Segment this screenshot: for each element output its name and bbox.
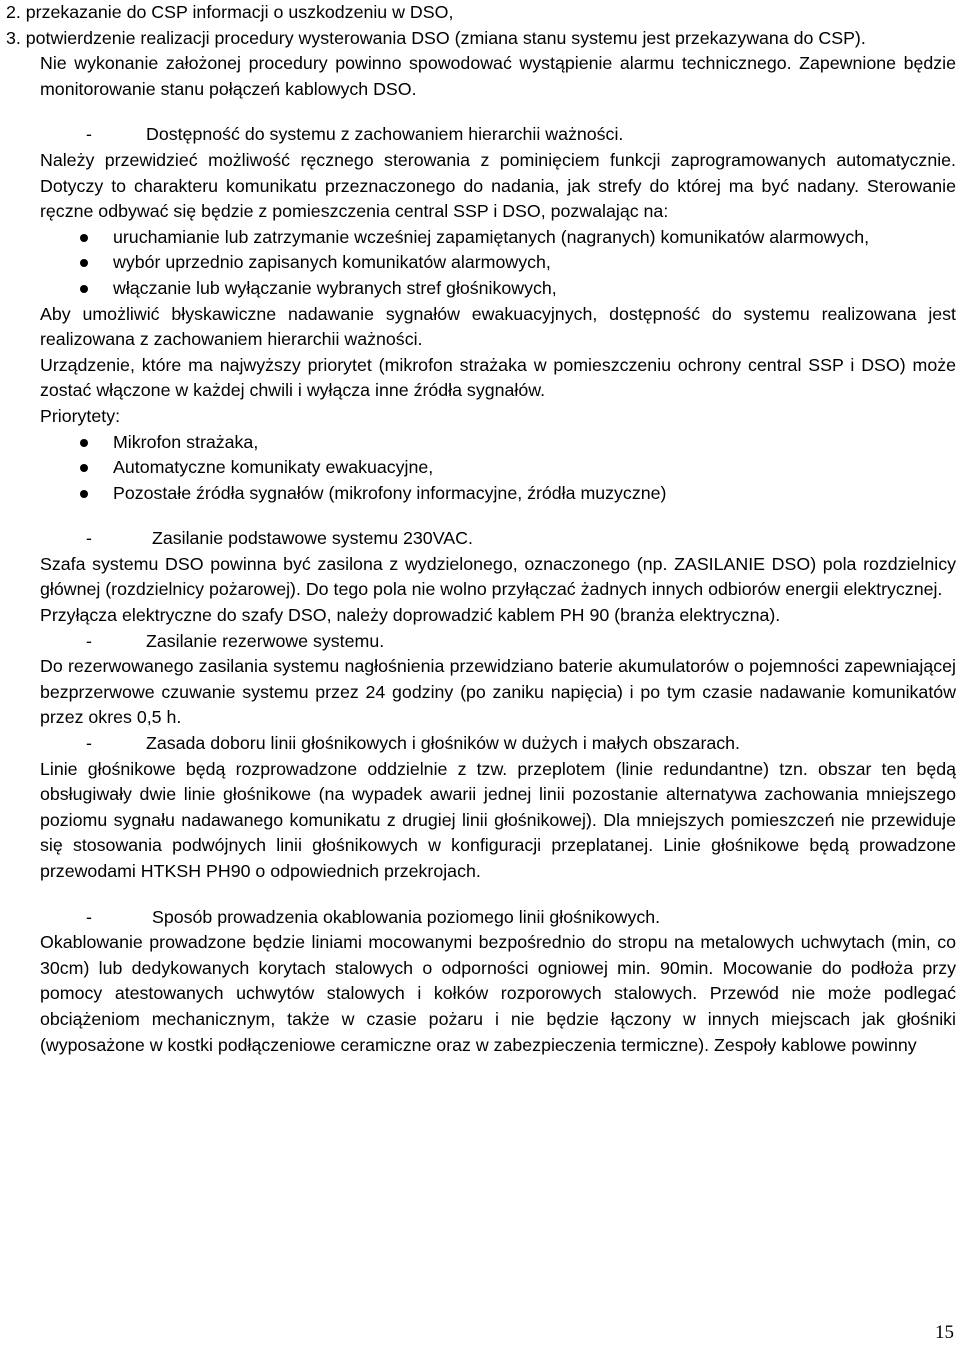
bullet-dot-icon xyxy=(6,276,113,302)
bullet-text: wybór uprzednio zapisanych komunikatów alarmowych, xyxy=(113,252,551,273)
list-item-2: 2. przekazanie do CSP informacji o uszkodzeniu w DSO, xyxy=(6,2,454,22)
bullet-dot-icon xyxy=(6,430,113,456)
paragraph-connections: Przyłącza elektryczne do szafy DSO, należy doprowadzić kablem PH 90 (branża elektryczna). xyxy=(40,605,781,626)
section-heading-primary-power xyxy=(6,526,956,552)
paragraph-evacuation: Aby umożliwić błyskawiczne nadawanie sygnałów ewakuacyjnych, dostępność do systemu realizowana jest realizowana z zachowaniem hierarchii ważności. xyxy=(40,303,956,350)
paragraph-monitoring: Nie wykonanie założonej procedury powinno spowodować wystąpienie alarmu technicznego. Zapewnione będzie monitorowanie stanu połączeń kablowych DSO. xyxy=(40,53,956,99)
bullet-item xyxy=(6,250,956,276)
section-heading-speaker-lines xyxy=(6,731,956,757)
bullet-text: Automatyczne komunikaty ewakuacyjne, xyxy=(113,457,434,478)
section-heading-access xyxy=(6,122,956,148)
paragraph-cabinet-power: Szafa systemu DSO powinna być zasilona z wydzielonego, oznaczonego (np. ZASILANIE DSO) pola rozdzielnicy głównej (rozdzielnicy pożarowej). Do tego pola nie wolno przyłączać żadnych innych odbiorów energii elektrycznej. xyxy=(40,553,956,600)
section-heading-backup-power xyxy=(6,629,956,655)
paragraph-redundant-lines: Linie głośnikowe będą rozprowadzone oddzielnie z tzw. przeplotem (linie redundantne) tzn. obszar ten będą obsługiwały dwie linie głośnikowe (na wypadek awarii jednej linii pozostanie alternatywa zachowania mniejszego poziomu sygnału nadawanego komunikatu z drugiej linii głośnikowej). Dla mniejszych pomieszczeń nie przewiduje się stosowania podwójnych linii głośnikowych w konfiguracji przeplatanej. Linie głośnikowe będą prowadzone przewodami HTKSH PH90 o odpowiednich przekrojach. xyxy=(40,758,956,881)
heading-text: Zasilanie podstawowe systemu 230VAC. xyxy=(152,528,473,549)
bullet-text: Pozostałe źródła sygnałów (mikrofony informacyjne, źródła muzyczne) xyxy=(113,482,667,503)
bullet-item xyxy=(6,430,956,456)
bullet-text: włączanie lub wyłączanie wybranych stref głośnikowych, xyxy=(113,277,557,298)
section-heading-cabling xyxy=(6,905,956,931)
spacer xyxy=(6,102,956,122)
heading-text: Zasada doboru linii głośnikowych i głośników w dużych i małych obszarach. xyxy=(146,733,740,754)
bullet-item xyxy=(6,481,956,507)
bullet-text: uruchamianie lub zatrzymanie wcześniej zapamiętanych (nagranych) komunikatów alarmowych, xyxy=(113,226,870,247)
spacer xyxy=(6,506,956,526)
bullet-dot-icon xyxy=(6,225,113,251)
paragraph-priorities-label: Priorytety: xyxy=(40,405,121,426)
bullet-item xyxy=(6,276,956,302)
paragraph-batteries: Do rezerwowanego zasilania systemu nagłośnienia przewidziano baterie akumulatorów o pojemności zapewniającej bezprzerwowe czuwanie systemu przez 24 godziny (po zaniku napięcia) i po tym czasie nadawanie komunikatów przez okres 0,5 h. xyxy=(40,656,956,728)
page-number: 15 xyxy=(935,1322,954,1343)
bullet-dot-icon xyxy=(6,481,113,507)
bullet-dot-icon xyxy=(6,250,113,276)
spacer xyxy=(6,885,956,905)
bullet-dot-icon xyxy=(6,455,113,481)
paragraph-cabling: Okablowanie prowadzone będzie liniami mocowanymi bezpośrednio do stropu na metalowych uchwytach (min, co 30cm) lub dedykowanych korytach stalowych o odporności ogniowej min. 90min. Mocowanie do podłoża przy pomocy atestowanych uchwytów stalowych i kołków rozporowych stalowych. Przewód nie może podlegać obciążeniom mechanicznym, także w czasie pożaru i nie będzie łączony w innych miejscach jak głośniki (wyposażone w kostki podłączeniowe ceramiczne oraz w zabezpieczenia termiczne). Zespoły kablowe powinny xyxy=(40,932,956,1055)
dash-marker: - xyxy=(86,124,92,145)
dash-marker: - xyxy=(86,906,92,927)
list-item-3: 3. potwierdzenie realizacji procedury wysterowania DSO (zmiana stanu systemu jest przekazywana do CSP). xyxy=(6,27,866,48)
dash-marker: - xyxy=(86,630,92,651)
paragraph-manual-control: Należy przewidzieć możliwość ręcznego sterowania z pominięciem funkcji zaprogramowanych automatycznie. Dotyczy to charakteru komunikatu przeznaczonego do nadania, jak strefy do której ma być nadany. Sterowanie ręczne odbywać się będzie z pomieszczenia central SSP i DSO, pozwalając na: xyxy=(40,149,956,222)
document-page xyxy=(6,0,956,1058)
heading-text: Sposób prowadzenia okablowania poziomego linii głośnikowych. xyxy=(152,906,661,927)
dash-marker: - xyxy=(86,528,92,549)
bullet-item xyxy=(6,455,956,481)
heading-text: Dostępność do systemu z zachowaniem hierarchii ważności. xyxy=(146,124,624,145)
bullet-item xyxy=(6,225,956,251)
dash-marker: - xyxy=(86,733,92,754)
bullet-text: Mikrofon strażaka, xyxy=(113,431,259,452)
paragraph-priority-device: Urządzenie, które ma najwyższy priorytet (mikrofon strażaka w pomieszczeniu ochrony central SSP i DSO) może zostać włączone w każdej chwili i wyłącza inne źródła sygnałów. xyxy=(40,354,956,401)
heading-text: Zasilanie rezerwowe systemu. xyxy=(146,630,385,651)
